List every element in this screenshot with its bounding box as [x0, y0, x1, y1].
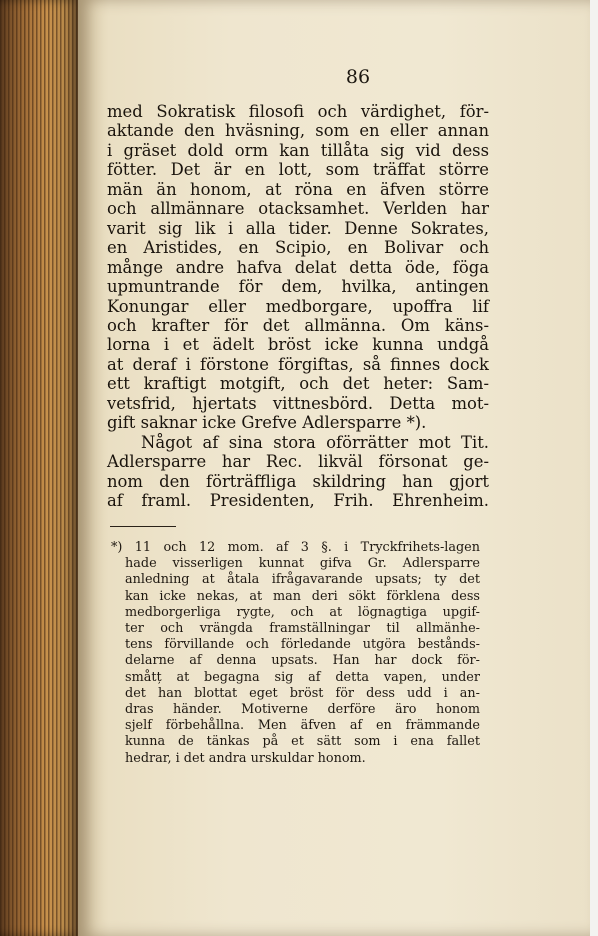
footnote-line: *) 11 och 12 mom. af 3 §. i Tryckfrihets-lagen — [111, 540, 480, 555]
footnote-line: det han blottat eget bröst för dess udd i an- — [125, 685, 480, 701]
text-line: fötter. Det är en lott, som träffat större — [107, 160, 489, 180]
text-line: ett kraftigt motgift, och det heter: Sam- — [107, 374, 489, 394]
text-line: med Sokratisk filosofi och värdighet, för- — [107, 102, 489, 121]
text-line: upmuntrande för dem, hvilka, antingen — [107, 277, 489, 297]
footnote-line: tens förvillande och förledande utgöra bestånds- — [125, 637, 480, 653]
footnote-line: ter och vrängda framställningar til allmänhe- — [125, 621, 480, 637]
footnote-line: delarne af denna upsats. Han har dock för- — [125, 653, 480, 669]
footnote-line: kan icke nekas, at man deri sökt förklena dess — [125, 588, 480, 604]
text-line: nom den förträffliga skildring han gjort — [107, 471, 489, 491]
text-line: en Aristides, en Scipio, en Bolivar och — [107, 238, 489, 258]
text-line: vetsfrid, hjertats vittnesbörd. Detta mot- — [107, 393, 489, 413]
footnote-line: hedrar, i det andra urskuldar honom. — [125, 750, 366, 766]
text-line: Adlersparre har Rec. likväl försonat ge- — [107, 452, 489, 472]
footnote-line: medborgerliga rygte, och at lögnagtiga upgif- — [125, 604, 480, 620]
body-text — [107, 102, 489, 511]
text-line: och allmännare otacksamhet. Verlden har — [107, 199, 489, 219]
text-line: Något af sina stora oförrätter mot Tit. — [141, 432, 489, 452]
text-line: gift saknar icke Grefve Adlersparre *). — [107, 413, 427, 433]
footnote-line: småtț at begagna sig af detta vapen, under — [125, 669, 480, 685]
text-line: i gräset dold orm kan tillåta sig vid dess — [107, 140, 489, 160]
page-number: 86 — [345, 66, 371, 88]
text-line: lorna i et ädelt bröst icke kunna undgå — [107, 335, 489, 355]
footnote-line: dras händer. Motiverne derföre äro honom — [125, 702, 480, 718]
text-line: varit sig lik i alla tider. Denne Sokrates, — [107, 218, 489, 238]
text-line: månge andre hafva delat detta öde, föga — [107, 257, 489, 277]
text-line: aktande den hväsning, som en eller annan — [107, 121, 489, 141]
text-line: Konungar eller medborgare, upoffra lif — [107, 296, 489, 316]
text-line: män än honom, at röna en äfven större — [107, 179, 489, 199]
book-page-edges — [0, 0, 80, 936]
footnote-separator — [110, 526, 176, 527]
footnote-line: kunna de tänkas på et sätt som i ena fallet — [125, 734, 480, 750]
text-line: af framl. Presidenten, Frih. Ehrenheim. — [107, 491, 489, 511]
text-line: och krafter för det allmänna. Om käns- — [107, 315, 489, 335]
text-line: at deraf i förstone förgiftas, så finnes dock — [107, 354, 489, 374]
footnote-line: sjelf förbehållna. Men äfven af en främmande — [125, 718, 480, 734]
footnote-line: hade visserligen kunnat gifva Gr. Adlersparre — [125, 556, 480, 572]
scan-border — [590, 0, 598, 936]
footnote-line: anledning at åtala ifrågavarande upsats; ty det — [125, 572, 480, 588]
footnote — [111, 540, 480, 767]
